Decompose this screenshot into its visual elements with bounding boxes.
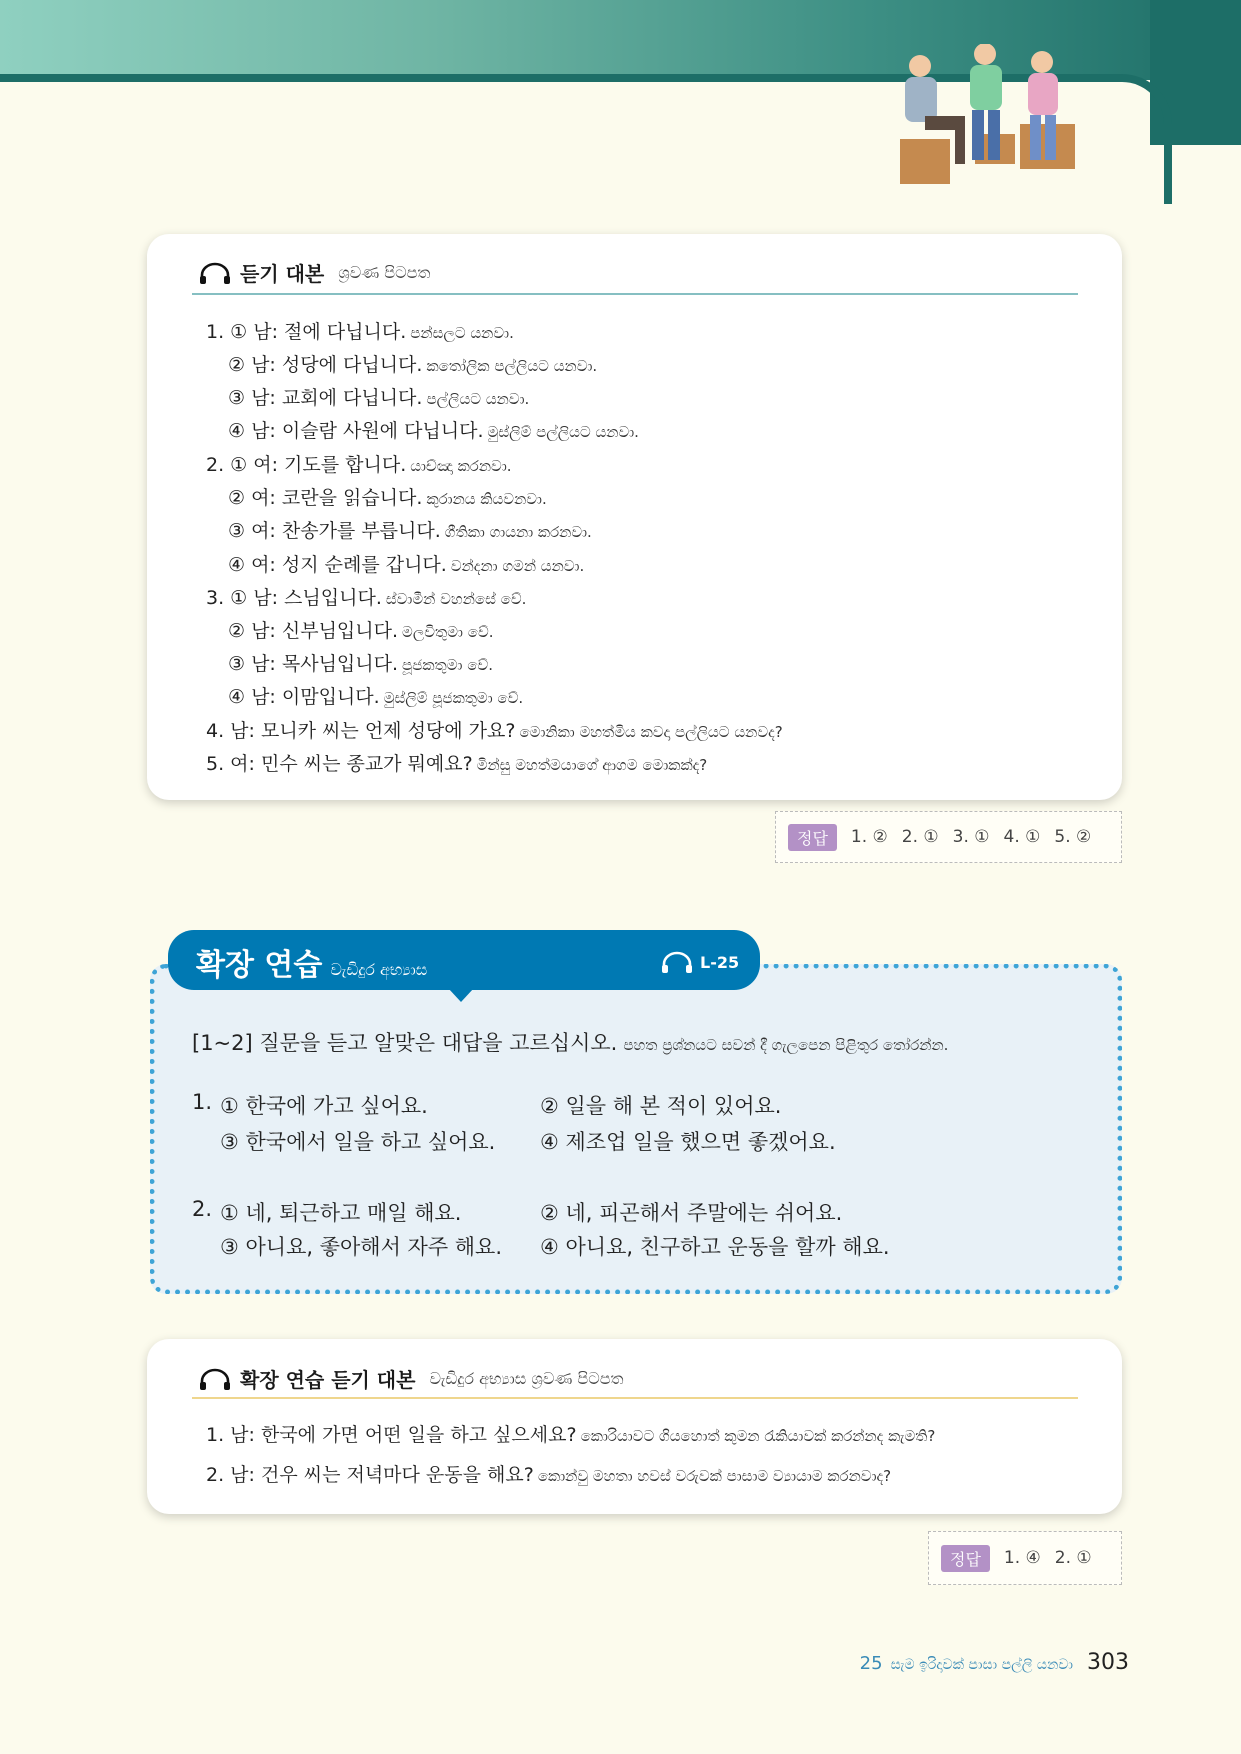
extension-script-heading-si: වැඩිදුර අභ්‍යාස ශ්‍රවණ පිටපත — [429, 1368, 624, 1388]
line-prefix: 1. 남: — [206, 1424, 261, 1446]
script-line — [228, 649, 493, 676]
listening-script-heading: 듣기 대본 — [240, 262, 325, 286]
line-sinhala: පල්ලියට යනවා. — [426, 390, 530, 408]
header-arc — [1100, 74, 1172, 204]
q1-number: 1. — [192, 1090, 213, 1114]
line-sinhala: පූජකතුමා වේ. — [402, 656, 493, 674]
answer-item: 1. ② — [850, 827, 888, 847]
script-line — [206, 583, 526, 610]
line-prefix: ③ 남: — [228, 387, 282, 409]
extension-title-si: වැඩිදුර අභ්‍යාස — [330, 960, 428, 979]
listening-script-divider — [192, 293, 1078, 295]
q2-option-2: ② 네, 피곤해서 주말에는 쉬어요. — [540, 1201, 843, 1225]
instruction-si: පහත ප්‍රශ්නයට සවන් දී ගැලපෙන පිළිතුර තෝරන්න. — [623, 1036, 949, 1054]
line-korean: 코란을 읽습니다. — [281, 487, 423, 509]
listening-script-heading-si: ශ්‍රවණ පිටපත — [338, 262, 431, 282]
ext-script-line — [206, 1460, 891, 1487]
extension-script-title — [198, 1364, 624, 1393]
line-korean: 스님입니다. — [284, 587, 382, 609]
q2-option-4: ④ 아니요, 친구하고 운동을 할까 해요. — [540, 1235, 890, 1259]
line-korean: 모니카 씨는 언제 성당에 가요? — [260, 720, 516, 742]
script-line — [228, 682, 523, 709]
script-line — [228, 483, 547, 510]
line-sinhala: කොන්වු මහතා හවස් වරුවක් පාසාම ව්‍යායාම කරනවාද? — [537, 1467, 892, 1485]
script-line — [206, 716, 783, 743]
line-sinhala: කුරානය කියවනවා. — [426, 490, 547, 508]
line-prefix: ③ 남: — [228, 653, 282, 675]
answer-tag: 정답 — [788, 824, 837, 851]
lesson-number: 25 — [859, 1653, 883, 1674]
audio-track[interactable] — [660, 950, 739, 974]
line-sinhala: පන්සලට යනවා. — [410, 324, 514, 342]
page-number: 303 — [1087, 1650, 1129, 1675]
extension-practice-tab-pointer — [448, 988, 474, 1002]
line-prefix: ② 여: — [228, 487, 282, 509]
line-korean: 건우 씨는 저녁마다 운동을 해요? — [260, 1464, 534, 1486]
line-korean: 교회에 다닙니다. — [281, 387, 423, 409]
line-prefix: ④ 남: — [228, 686, 282, 708]
page-footer — [860, 1650, 1129, 1675]
extension-title-ko: 확장 연습 — [196, 948, 323, 983]
line-sinhala: ස්වාමීන් වහන්සේ වේ. — [385, 590, 527, 608]
q1-option-4: ④ 제조업 일을 했으면 좋겠어요. — [540, 1130, 836, 1154]
line-korean: 찬송가를 부릅니다. — [281, 520, 441, 542]
line-korean: 민수 씨는 종교가 뭐예요? — [260, 753, 473, 775]
line-prefix: 1. ① 남: — [206, 321, 285, 343]
line-prefix: ④ 남: — [228, 420, 282, 442]
answer-item: 1. ④ — [1003, 1548, 1041, 1568]
lesson-title: සැම ඉරිදාවක් පාසා පල්ලි යනවා — [890, 1657, 1073, 1673]
line-prefix: 4. 남: — [206, 720, 261, 742]
q1-option-2: ② 일을 해 본 적이 있어요. — [540, 1094, 782, 1118]
script-line — [206, 317, 514, 344]
answer-item: 4. ① — [1003, 827, 1041, 847]
line-korean: 한국에 가면 어떤 일을 하고 싶으세요? — [260, 1424, 577, 1446]
line-sinhala: කතෝලික පල්ලියට යනවා. — [426, 357, 598, 375]
answer-box-2 — [928, 1531, 1122, 1585]
extension-practice-title — [196, 940, 427, 984]
line-sinhala: මුස්ලිම් පූජකතුමා වේ. — [383, 689, 524, 707]
q1-option-3: ③ 한국에서 일을 하고 싶어요. — [220, 1130, 496, 1154]
line-korean: 신부님입니다. — [281, 620, 399, 642]
headphones-icon — [660, 950, 694, 974]
line-sinhala: මොනිකා මහත්මිය කවදා පල්ලියට යනවද? — [519, 723, 783, 741]
script-line — [228, 416, 639, 443]
line-sinhala: මලවිතුමා වේ. — [402, 623, 494, 641]
line-korean: 목사님입니다. — [281, 653, 399, 675]
line-sinhala: යාච්ඤා කරනවා. — [410, 457, 512, 475]
line-prefix: ② 남: — [228, 354, 282, 376]
answer-item: 2. ① — [1054, 1548, 1092, 1568]
ext-script-line — [206, 1420, 935, 1447]
line-prefix: 2. 남: — [206, 1464, 261, 1486]
line-prefix: 2. ① 여: — [206, 454, 285, 476]
answer-item: 2. ① — [901, 827, 939, 847]
line-prefix: ④ 여: — [228, 554, 282, 576]
extension-instruction — [192, 1027, 948, 1057]
listening-script-title — [198, 258, 430, 287]
headphones-icon — [198, 1367, 232, 1391]
line-korean: 이슬람 사원에 다닙니다. — [281, 420, 484, 442]
line-prefix: 5. 여: — [206, 753, 261, 775]
line-prefix: ② 남: — [228, 620, 282, 642]
instruction-ko: [1~2] 질문을 듣고 알맞은 대답을 고르십시오. — [192, 1031, 618, 1055]
line-korean: 성당에 다닙니다. — [281, 354, 423, 376]
answer-item: 5. ② — [1054, 827, 1092, 847]
script-line — [206, 749, 707, 776]
script-line — [228, 616, 494, 643]
q2-number: 2. — [192, 1197, 213, 1221]
script-line — [228, 550, 584, 577]
q1-option-1: ① 한국에 가고 싶어요. — [220, 1094, 428, 1118]
line-korean: 성지 순례를 갑니다. — [281, 554, 447, 576]
script-line — [228, 383, 529, 410]
line-sinhala: වන්දනා ගමන් යනවා. — [450, 557, 585, 575]
extension-script-heading: 확장 연습 듣기 대본 — [240, 1368, 416, 1392]
q2-option-3: ③ 아니요, 좋아해서 자주 해요. — [220, 1235, 503, 1259]
q2-option-1: ① 네, 퇴근하고 매일 해요. — [220, 1201, 462, 1225]
audio-track-label: L-25 — [700, 952, 740, 972]
headphones-icon — [198, 261, 232, 285]
answer-box-1 — [775, 811, 1122, 863]
answer-tag: 정답 — [941, 1545, 990, 1572]
people-illustration — [890, 44, 1090, 194]
line-sinhala: මින්සු මහත්මයාගේ ආගම මොකක්ද? — [476, 756, 708, 774]
answer-item: 3. ① — [952, 827, 990, 847]
line-sinhala: කොරියාවට ගියහොත් කුමන රැකියාවක් කරන්නද කැමති? — [580, 1427, 936, 1445]
line-sinhala: ගීතිකා ගායනා කරනවා. — [444, 523, 592, 541]
line-sinhala: මුස්ලිම් පල්ලියට යනවා. — [487, 423, 639, 441]
script-line — [228, 350, 597, 377]
line-korean: 이맘입니다. — [281, 686, 380, 708]
line-prefix: 3. ① 남: — [206, 587, 285, 609]
line-prefix: ③ 여: — [228, 520, 282, 542]
line-korean: 기도를 합니다. — [284, 454, 407, 476]
script-line — [228, 516, 592, 543]
script-line — [206, 450, 512, 477]
line-korean: 절에 다닙니다. — [284, 321, 407, 343]
extension-script-divider — [192, 1397, 1078, 1399]
